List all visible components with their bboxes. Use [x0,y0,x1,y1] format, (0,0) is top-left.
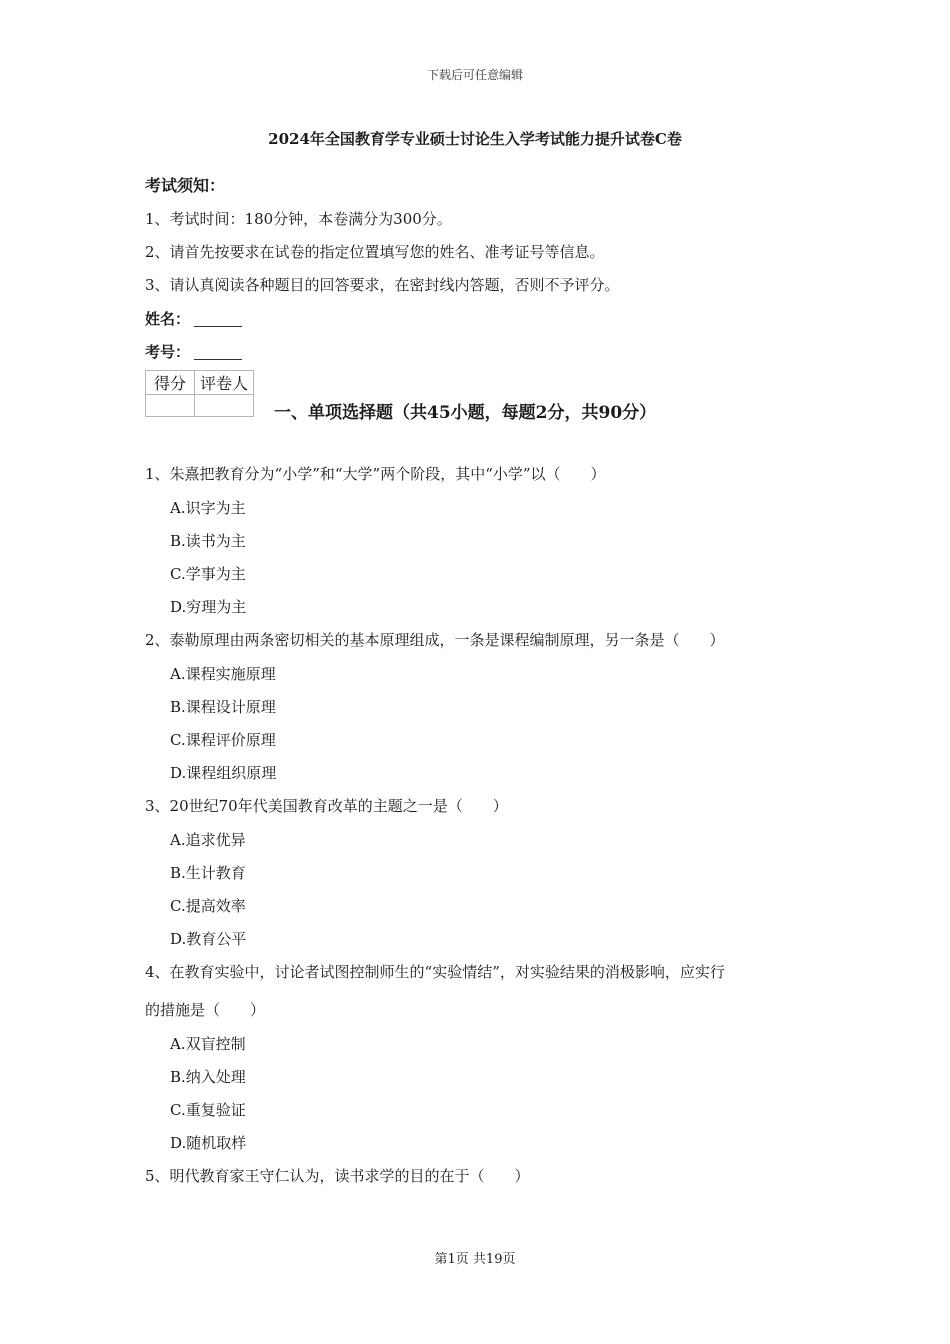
score-cell[interactable] [146,395,195,417]
question-5: 5、明代教育家王守仁认为，读书求学的目的在于（ ） [145,1167,530,1185]
option-1c[interactable]: C.学事为主 [170,565,246,583]
option-4c[interactable]: C.重复验证 [170,1101,246,1119]
name-blank[interactable] [194,312,242,327]
option-2b[interactable]: B.课程设计原理 [170,698,276,716]
option-2c[interactable]: C.课程评价原理 [170,731,276,749]
option-3d[interactable]: D.教育公平 [170,930,247,948]
question-2: 2、泰勒原理由两条密切相关的基本原理组成，一条是课程编制原理，另一条是（ ） [145,631,725,649]
option-3b[interactable]: B.生计教育 [170,864,246,882]
grader-cell[interactable] [195,395,254,417]
exam-no-label: 考号： [145,343,191,361]
page-footer: 第1页 共19页 [434,1252,516,1267]
option-1d[interactable]: D.穷理为主 [170,598,247,616]
option-3a[interactable]: A.追求优异 [170,831,246,849]
header-note: 下载后可任意编辑 [426,68,523,82]
option-1a[interactable]: A.识字为主 [170,499,246,517]
option-4a[interactable]: A.双盲控制 [170,1035,246,1053]
option-2d[interactable]: D.课程组织原理 [170,764,277,782]
grader-header: 评卷人 [195,371,254,395]
option-4b[interactable]: B.纳入处理 [170,1068,246,1086]
question-4: 4、在教育实验中，讨论者试图控制师生的“实验情结”，对实验结果的消极影响，应实行 [145,963,725,981]
question-1: 1、朱熹把教育分为“小学”和“大学”两个阶段，其中“小学”以（ ） [145,465,606,483]
option-1b[interactable]: B.读书为主 [170,532,246,550]
score-header: 得分 [146,371,195,395]
exam-no-blank[interactable] [194,345,242,360]
option-4d[interactable]: D.随机取样 [170,1134,247,1152]
exam-no-field [145,341,242,362]
notice-item: 3、请认真阅读各种题目的回答要求，在密封线内答题，否则不予评分。 [145,276,620,294]
notice-item: 2、请首先按要求在试卷的指定位置填写您的姓名、准考证号等信息。 [145,243,605,261]
notice-heading: 考试须知： [145,176,226,195]
option-3c[interactable]: C.提高效率 [170,897,246,915]
question-3: 3、20世纪70年代美国教育改革的主题之一是（ ） [145,797,508,815]
question-4-cont: 的措施是（ ） [145,1001,266,1019]
section-title: 一、单项选择题（共45小题，每题2分，共90分） [274,403,657,423]
name-field [145,308,242,329]
page-title: 2024年全国教育学专业硕士讨论生入学考试能力提升试卷C卷 [268,130,682,148]
score-table [145,370,254,417]
name-label: 姓名： [145,310,191,328]
option-2a[interactable]: A.课程实施原理 [170,665,276,683]
notice-item: 1、考试时间：180分钟，本卷满分为300分。 [145,210,452,228]
